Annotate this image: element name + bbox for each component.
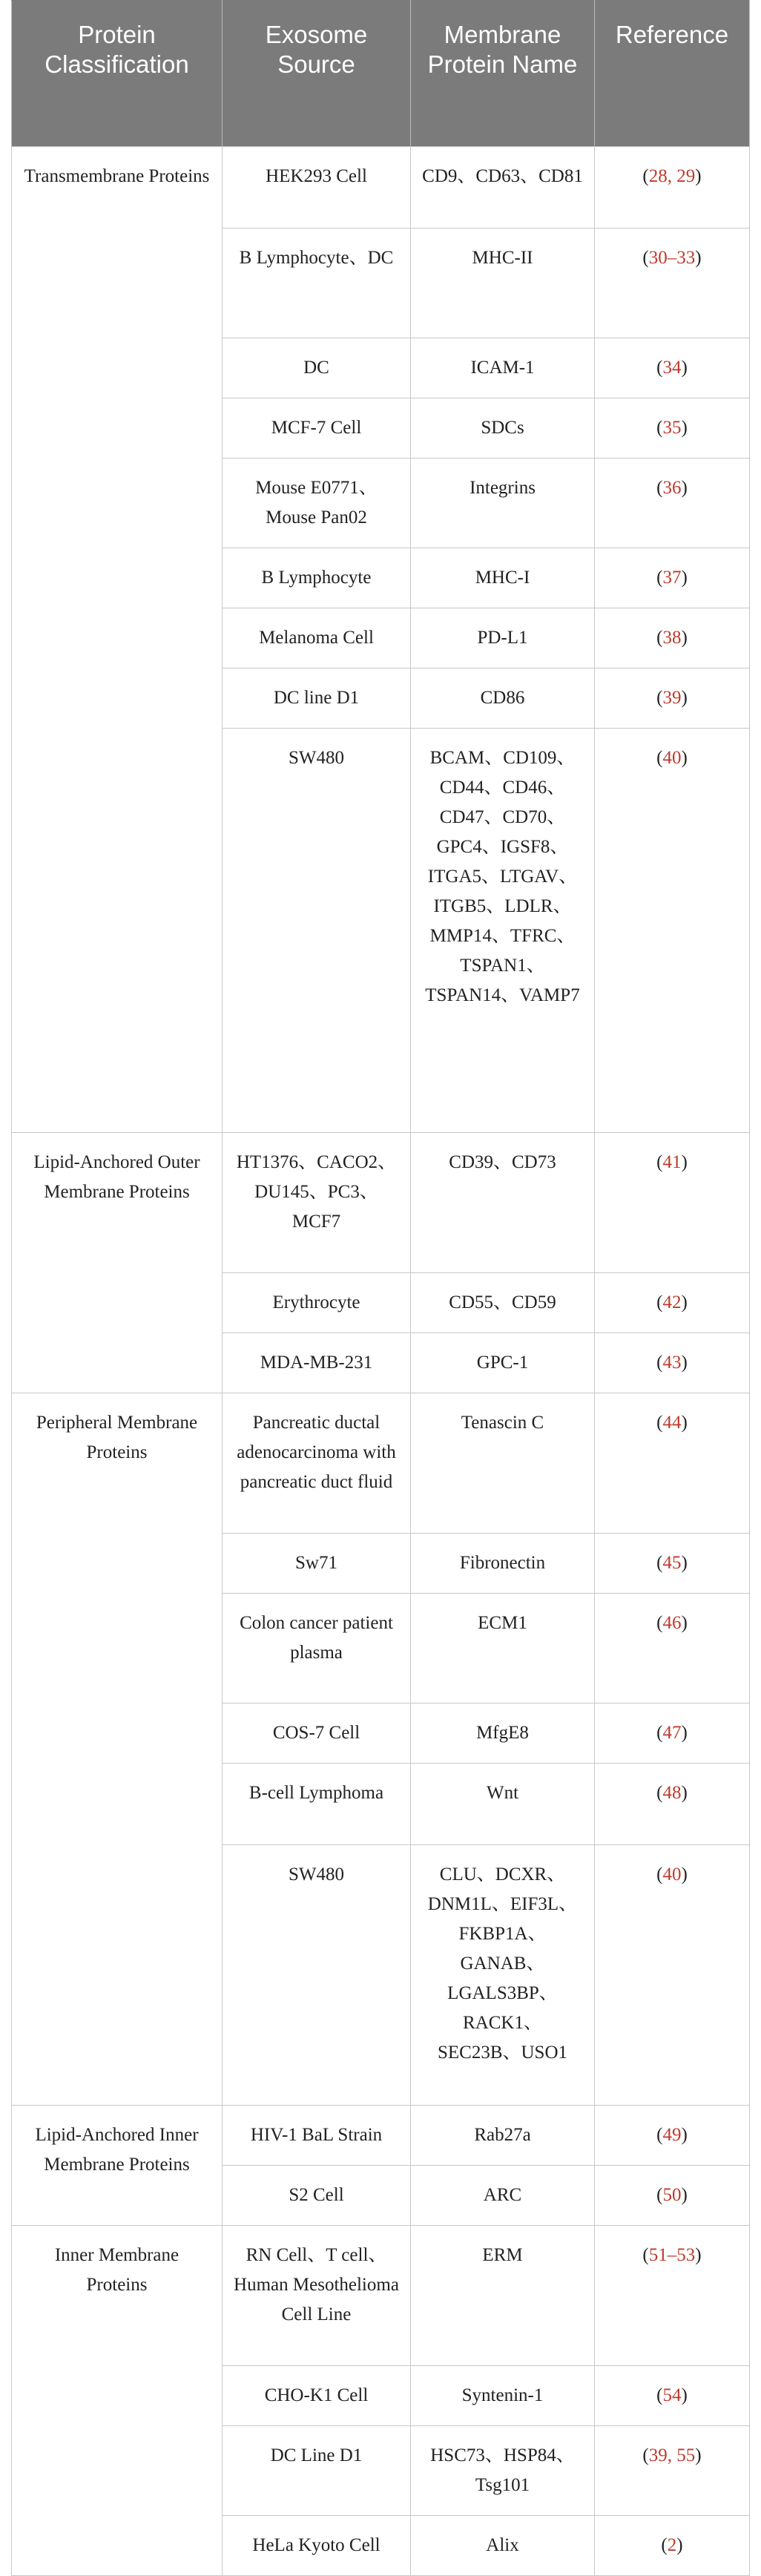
close-paren: ) — [695, 248, 702, 268]
close-paren: ) — [676, 2535, 683, 2555]
protein-table — [11, 0, 750, 2576]
open-paren: ( — [656, 568, 663, 588]
open-paren: ( — [656, 358, 663, 378]
header-membrane: Membrane Protein Name — [411, 1, 595, 147]
reference-cell — [595, 1703, 750, 1764]
reference-cell — [595, 1764, 750, 1845]
membrane-protein-cell: HSC73、HSP84、Tsg101 — [411, 2426, 595, 2516]
exosome-source-cell: DC Line D1 — [223, 2426, 411, 2516]
reference-cell — [595, 1273, 750, 1333]
membrane-protein-cell: ERM — [411, 2226, 595, 2366]
open-paren: ( — [656, 1613, 663, 1633]
reference-cell — [595, 459, 750, 548]
membrane-protein-cell: PD-L1 — [411, 608, 595, 668]
open-paren: ( — [656, 1413, 663, 1433]
close-paren: ) — [681, 2185, 688, 2205]
membrane-protein-cell: ECM1 — [411, 1594, 595, 1703]
reference-cell — [595, 2516, 750, 2576]
reference-link[interactable]: 48 — [662, 1783, 682, 1803]
close-paren: ) — [695, 166, 702, 186]
reference-link[interactable]: 38 — [662, 628, 682, 648]
close-paren: ) — [681, 478, 688, 498]
close-paren: ) — [681, 628, 688, 648]
reference-link[interactable]: 45 — [662, 1553, 682, 1573]
exosome-source-cell: Erythrocyte — [223, 1273, 411, 1333]
close-paren: ) — [681, 1413, 688, 1433]
open-paren: ( — [656, 1553, 663, 1573]
reference-cell — [595, 147, 750, 229]
reference-cell — [595, 729, 750, 1133]
membrane-protein-cell: Wnt — [411, 1764, 595, 1845]
membrane-protein-cell: Syntenin-1 — [411, 2366, 595, 2426]
membrane-protein-cell: Alix — [411, 2516, 595, 2576]
exosome-source-cell: S2 Cell — [223, 2166, 411, 2226]
open-paren: ( — [656, 688, 663, 708]
exosome-source-cell: MCF-7 Cell — [223, 398, 411, 459]
membrane-protein-cell: BCAM、CD109、CD44、CD46、CD47、CD70、GPC4、IGSF8、ITGA5、LTGAV、ITGB5、LDLR、MMP14、TFRC、TSPAN1、TSPAN14、VAMP7 — [411, 729, 595, 1133]
open-paren: ( — [642, 166, 649, 186]
exosome-source-cell: HEK293 Cell — [223, 147, 411, 229]
table-row — [12, 1393, 750, 1534]
exosome-source-cell: MDA-MB-231 — [223, 1333, 411, 1393]
exosome-source-cell: DC — [223, 338, 411, 398]
close-paren: ) — [681, 1553, 688, 1573]
exosome-source-cell: HT1376、CACO2、DU145、PC3、MCF7 — [223, 1133, 411, 1273]
close-paren: ) — [681, 1292, 688, 1312]
reference-cell — [595, 1133, 750, 1273]
exosome-source-cell: Colon cancer patient plasma — [223, 1594, 411, 1703]
close-paren: ) — [681, 748, 688, 768]
reference-link[interactable]: 36 — [662, 478, 682, 498]
membrane-protein-cell: Fibronectin — [411, 1534, 595, 1594]
membrane-protein-cell: Integrins — [411, 459, 595, 548]
close-paren: ) — [681, 1613, 688, 1633]
open-paren: ( — [656, 1723, 663, 1743]
membrane-protein-cell: MHC-II — [411, 229, 595, 338]
exosome-source-cell: DC line D1 — [223, 668, 411, 729]
reference-cell — [595, 2166, 750, 2226]
reference-cell — [595, 398, 750, 459]
open-paren: ( — [642, 2245, 649, 2265]
reference-link[interactable]: 39 — [662, 688, 682, 708]
exosome-source-cell: B Lymphocyte、DC — [223, 229, 411, 338]
reference-link[interactable]: 49 — [662, 2125, 682, 2145]
open-paren: ( — [656, 1292, 663, 1312]
exosome-source-cell: HeLa Kyoto Cell — [223, 2516, 411, 2576]
table-row — [12, 2106, 750, 2166]
header-classification: Protein Classification — [12, 1, 223, 147]
membrane-protein-cell: CD9、CD63、CD81 — [411, 147, 595, 229]
membrane-protein-cell: Tenascin C — [411, 1393, 595, 1534]
reference-link[interactable]: 37 — [662, 568, 682, 588]
reference-cell — [595, 2366, 750, 2426]
open-paren: ( — [656, 478, 663, 498]
membrane-protein-cell: MHC-I — [411, 548, 595, 608]
reference-cell — [595, 608, 750, 668]
membrane-protein-cell: MfgE8 — [411, 1703, 595, 1764]
reference-cell — [595, 338, 750, 398]
reference-cell — [595, 2426, 750, 2516]
membrane-protein-cell: ARC — [411, 2166, 595, 2226]
open-paren: ( — [656, 418, 663, 438]
reference-link[interactable]: 51–53 — [648, 2245, 696, 2265]
open-paren: ( — [656, 1353, 663, 1373]
table-row — [12, 147, 750, 229]
close-paren: ) — [681, 1723, 688, 1743]
reference-link[interactable]: 42 — [662, 1292, 682, 1312]
close-paren: ) — [681, 1864, 688, 1885]
close-paren: ) — [681, 1783, 688, 1803]
exosome-source-cell: RN Cell、T cell、Human Mesothelioma Cell Line — [223, 2226, 411, 2366]
reference-link[interactable]: 47 — [662, 1723, 682, 1743]
close-paren: ) — [695, 2445, 702, 2465]
reference-cell — [595, 1594, 750, 1703]
open-paren: ( — [656, 748, 663, 768]
reference-cell — [595, 1534, 750, 1594]
exosome-source-cell: SW480 — [223, 1845, 411, 2106]
close-paren: ) — [681, 688, 688, 708]
reference-link[interactable]: 43 — [662, 1353, 682, 1373]
open-paren: ( — [656, 2385, 663, 2405]
membrane-protein-cell: CLU、DCXR、DNM1L、EIF3L、FKBP1A、GANAB、LGALS3BP、RACK1、SEC23B、USO1 — [411, 1845, 595, 2106]
open-paren: ( — [656, 1864, 663, 1885]
exosome-source-cell: Mouse E0771、Mouse Pan02 — [223, 459, 411, 548]
open-paren: ( — [661, 2535, 668, 2555]
membrane-protein-cell: SDCs — [411, 398, 595, 459]
exosome-source-cell: Melanoma Cell — [223, 608, 411, 668]
reference-cell — [595, 2226, 750, 2366]
open-paren: ( — [656, 628, 663, 648]
membrane-protein-cell: ICAM-1 — [411, 338, 595, 398]
reference-link[interactable]: 34 — [662, 358, 682, 378]
reference-link[interactable]: 44 — [662, 1413, 682, 1433]
table-row — [12, 2226, 750, 2366]
reference-cell — [595, 1845, 750, 2106]
reference-cell — [595, 548, 750, 608]
membrane-protein-cell: CD55、CD59 — [411, 1273, 595, 1333]
reference-link[interactable]: 28, 29 — [648, 166, 696, 186]
protein-classification-cell: Transmembrane Proteins — [12, 147, 223, 1133]
close-paren: ) — [695, 2245, 702, 2265]
open-paren: ( — [656, 1152, 663, 1172]
exosome-source-cell: Pancreatic ductal adenocarcinoma with pancreatic duct fluid — [223, 1393, 411, 1534]
open-paren: ( — [656, 2125, 663, 2145]
close-paren: ) — [681, 568, 688, 588]
reference-cell — [595, 1333, 750, 1393]
reference-link[interactable]: 46 — [662, 1613, 682, 1633]
reference-link[interactable]: 41 — [662, 1152, 682, 1172]
reference-link[interactable]: 54 — [662, 2385, 682, 2405]
open-paren: ( — [656, 2185, 663, 2205]
reference-link[interactable]: 2 — [667, 2535, 677, 2555]
protein-classification-cell: Peripheral Membrane Proteins — [12, 1393, 223, 2106]
reference-cell — [595, 668, 750, 729]
close-paren: ) — [681, 1353, 688, 1373]
reference-cell — [595, 229, 750, 338]
close-paren: ) — [681, 358, 688, 378]
close-paren: ) — [681, 1152, 688, 1172]
protein-classification-cell: Inner Membrane Proteins — [12, 2226, 223, 2576]
reference-link[interactable]: 40 — [662, 1864, 682, 1885]
open-paren: ( — [642, 2445, 649, 2465]
reference-link[interactable]: 40 — [662, 748, 682, 768]
close-paren: ) — [681, 2385, 688, 2405]
exosome-source-cell: COS-7 Cell — [223, 1703, 411, 1764]
membrane-protein-cell: CD39、CD73 — [411, 1133, 595, 1273]
close-paren: ) — [681, 418, 688, 438]
table-body — [12, 147, 750, 2576]
header-reference: Reference — [595, 1, 750, 147]
reference-cell — [595, 1393, 750, 1534]
exosome-source-cell: B Lymphocyte — [223, 548, 411, 608]
open-paren: ( — [642, 248, 649, 268]
exosome-source-cell: CHO-K1 Cell — [223, 2366, 411, 2426]
membrane-protein-cell: GPC-1 — [411, 1333, 595, 1393]
reference-link[interactable]: 30–33 — [648, 248, 696, 268]
reference-cell — [595, 2106, 750, 2166]
exosome-source-cell: HIV-1 BaL Strain — [223, 2106, 411, 2166]
exosome-source-cell: Sw71 — [223, 1534, 411, 1594]
membrane-protein-cell: Rab27a — [411, 2106, 595, 2166]
header-source: Exosome Source — [223, 1, 411, 147]
table-row — [12, 1133, 750, 1273]
protein-classification-cell: Lipid-Anchored Outer Membrane Proteins — [12, 1133, 223, 1393]
reference-link[interactable]: 35 — [662, 418, 682, 438]
membrane-protein-cell: CD86 — [411, 668, 595, 729]
reference-link[interactable]: 50 — [662, 2185, 682, 2205]
header-row — [12, 1, 750, 147]
exosome-source-cell: B-cell Lymphoma — [223, 1764, 411, 1845]
open-paren: ( — [656, 1783, 663, 1803]
exosome-source-cell: SW480 — [223, 729, 411, 1133]
close-paren: ) — [681, 2125, 688, 2145]
protein-classification-cell: Lipid-Anchored Inner Membrane Proteins — [12, 2106, 223, 2226]
reference-link[interactable]: 39, 55 — [648, 2445, 696, 2465]
